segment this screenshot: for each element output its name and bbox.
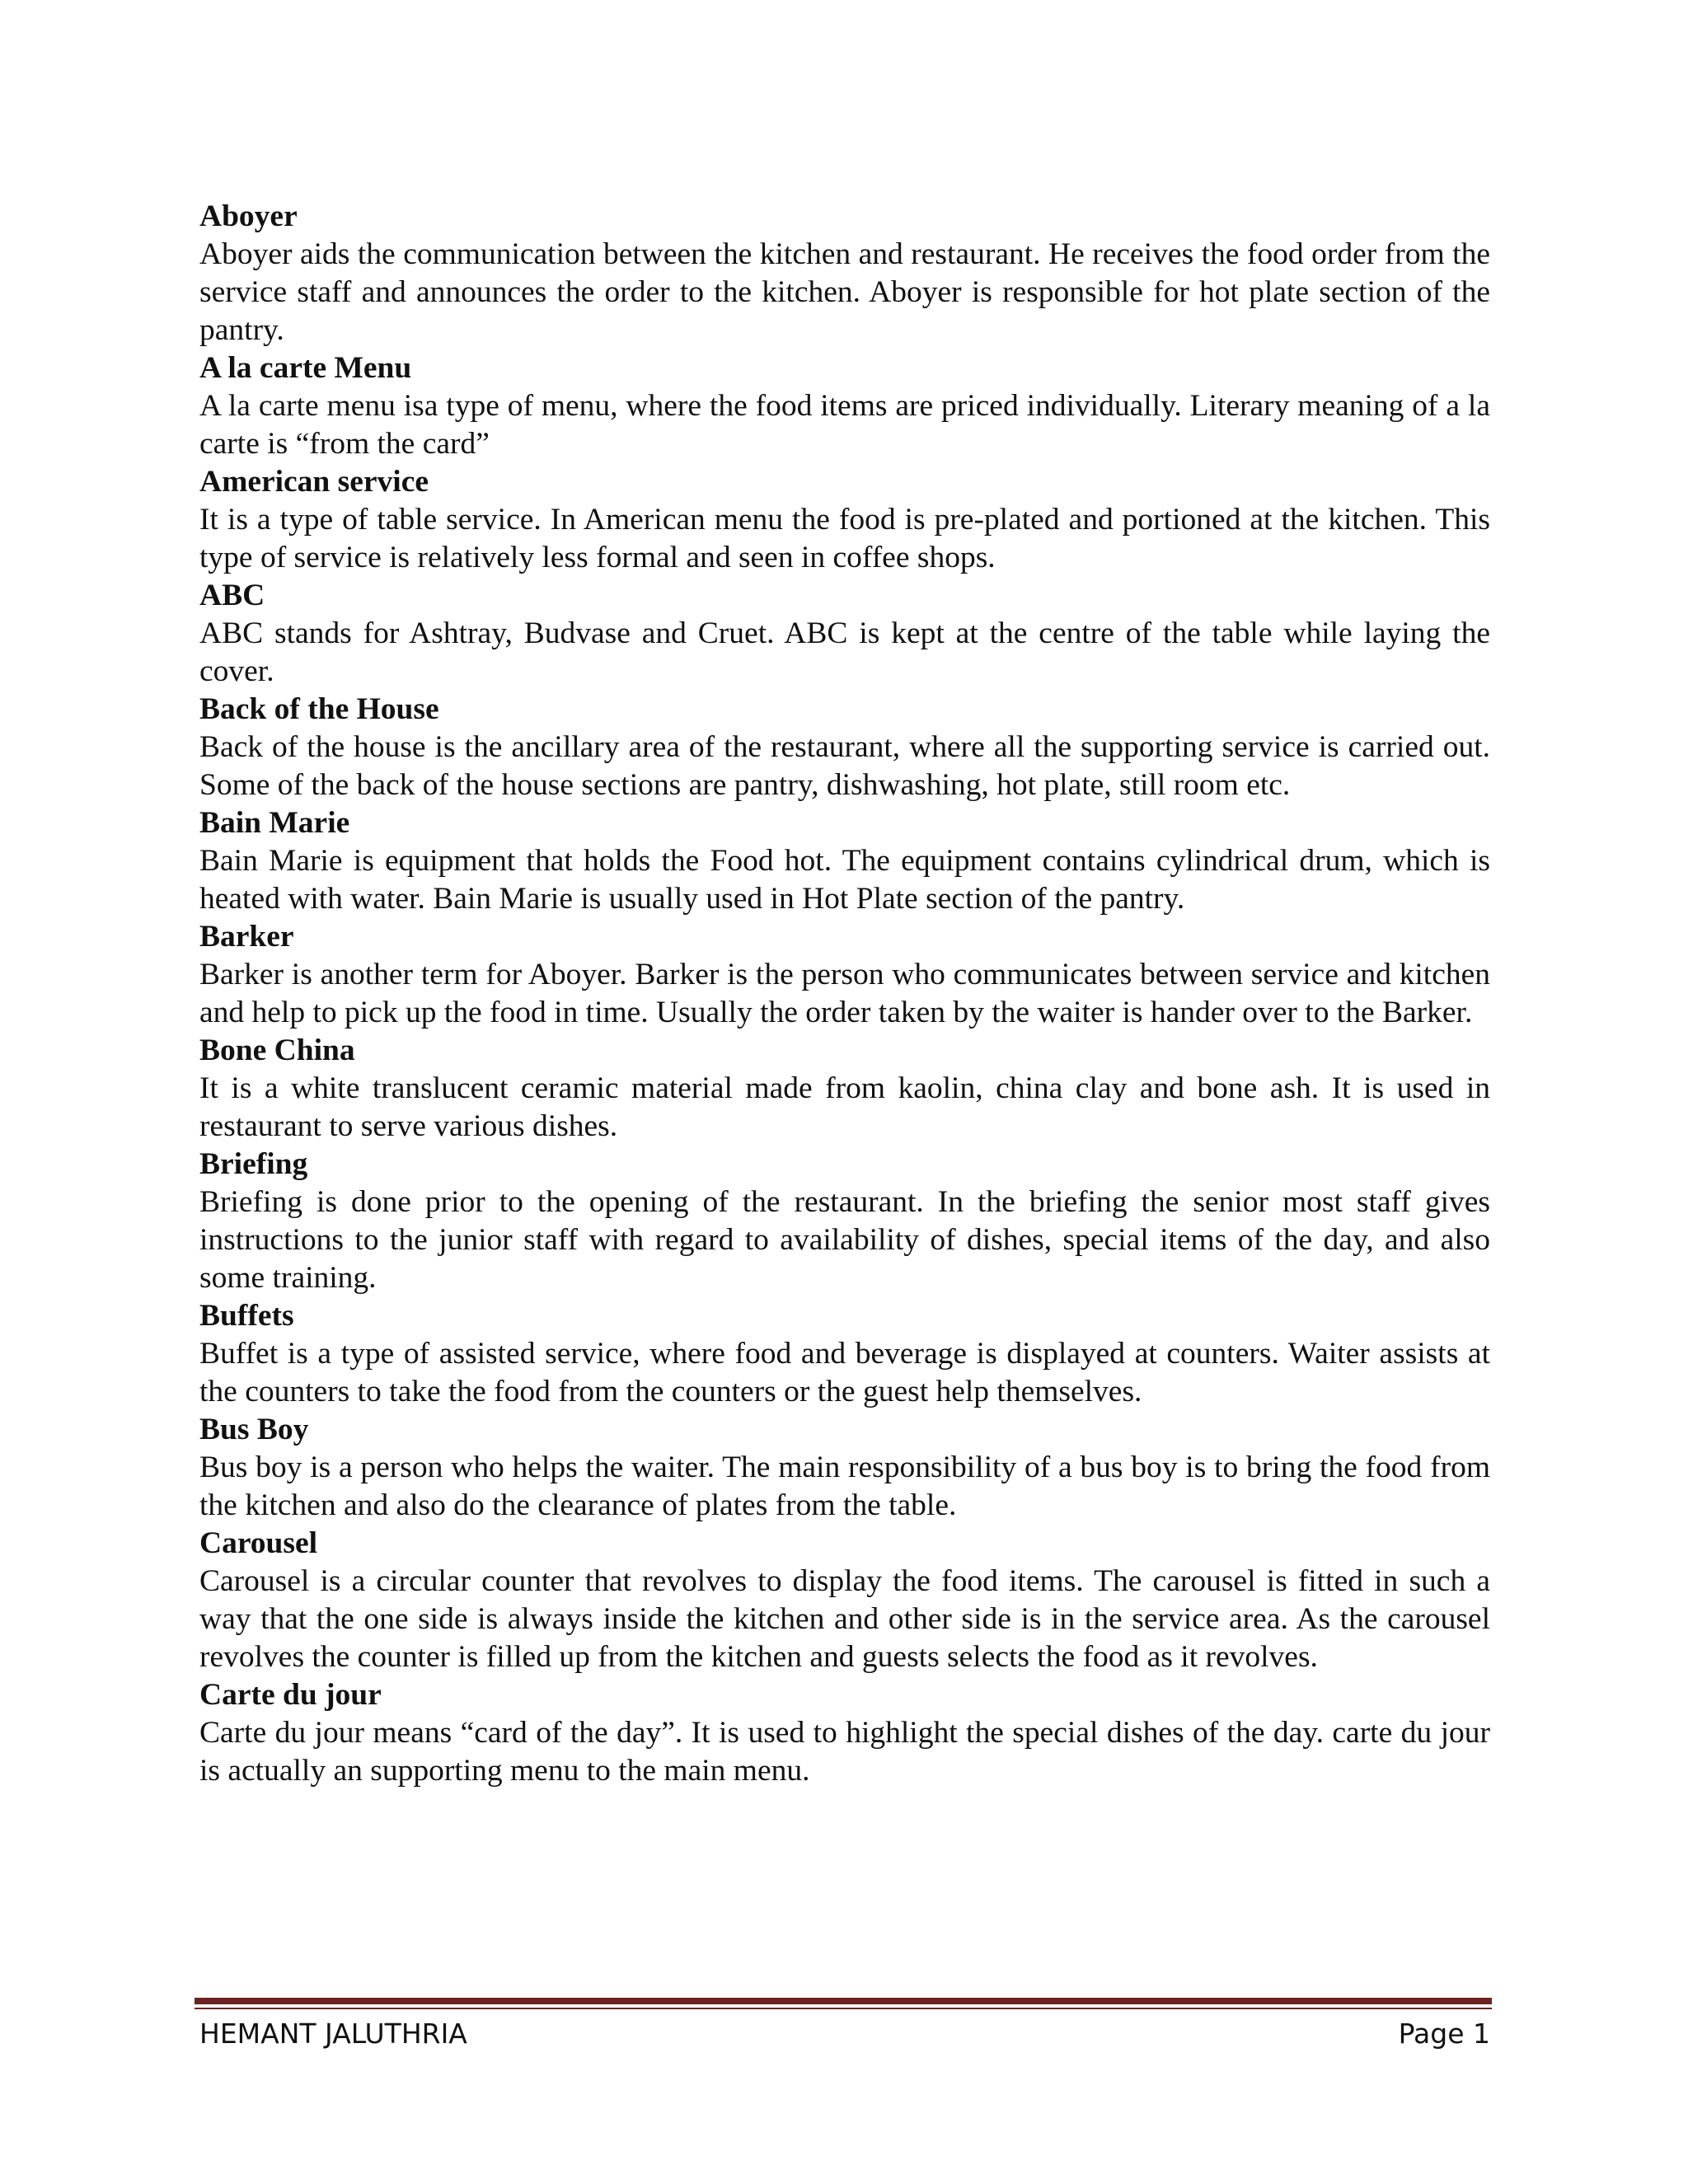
glossary-definition: A la carte menu isa type of menu, where the food items are priced individually. Literary meaning of a la carte is “from the card” xyxy=(199,389,1490,461)
footer-author: HEMANT JALUTHRIA xyxy=(199,2018,467,2050)
glossary-definition: It is a white translucent ceramic material made from kaolin, china clay and bone ash. It is used in restaurant to serve various dishes. xyxy=(199,1071,1490,1143)
glossary-term: A la carte Menu xyxy=(199,351,412,385)
glossary-entry xyxy=(199,1146,1490,1297)
glossary-term: Carte du jour xyxy=(199,1678,382,1712)
glossary-term: Aboyer xyxy=(199,199,298,233)
glossary-entry xyxy=(199,918,1490,1032)
glossary-definition: It is a type of table service. In American menu the food is pre-plated and portioned at the kitchen. This type of service is relatively less formal and seen in coffee shops. xyxy=(199,503,1490,574)
footer-divider-thin xyxy=(195,2008,1492,2009)
glossary-term: Back of the House xyxy=(199,692,439,726)
glossary-term: Carousel xyxy=(199,1526,318,1560)
glossary-entry xyxy=(199,349,1490,463)
glossary-term: Barker xyxy=(199,920,294,954)
glossary-term: Bone China xyxy=(199,1033,355,1067)
glossary-definition: Bus boy is a person who helps the waiter. The main responsibility of a bus boy is to bring the food from the kitchen and also do the clearance of plates from the table. xyxy=(199,1451,1490,1522)
glossary-term: Bain Marie xyxy=(199,806,350,840)
glossary-entry xyxy=(199,1676,1490,1790)
page-number: Page 1 xyxy=(1398,2018,1490,2050)
glossary-term: Bus Boy xyxy=(199,1413,309,1446)
glossary-entry xyxy=(199,804,1490,918)
glossary-term: American service xyxy=(199,465,429,499)
glossary-term: ABC xyxy=(199,579,265,612)
glossary-term: Buffets xyxy=(199,1299,294,1333)
glossary-entry xyxy=(199,1297,1490,1411)
glossary-term: Briefing xyxy=(199,1147,308,1181)
glossary-definition: Buffet is a type of assisted service, where food and beverage is displayed at counters. Waiter assists at the counters to take the food from the counters or the guest help themselves. xyxy=(199,1337,1490,1408)
glossary-entry xyxy=(199,577,1490,691)
glossary-entry xyxy=(199,691,1490,804)
glossary-definition: Bain Marie is equipment that holds the Food hot. The equipment contains cylindrical drum, which is heated with water. Bain Marie is usually used in Hot Plate section of the pantry. xyxy=(199,844,1490,916)
glossary-definition: Carousel is a circular counter that revolves to display the food items. The carousel is fitted in such a way that the one side is always inside the kitchen and other side is in the service area. As the carousel revolves the counter is filled up from the kitchen and guests selects the food as it revolves. xyxy=(199,1564,1490,1674)
glossary-definition: Aboyer aids the communication between the kitchen and restaurant. He receives the food order from the service staff and announces the order to the kitchen. Aboyer is responsible for hot plate section of the pantry. xyxy=(199,237,1490,347)
glossary-entry xyxy=(199,463,1490,577)
glossary-definition: Carte du jour means “card of the day”. It is used to highlight the special dishes of the day. carte du jour is actually an supporting menu to the main menu. xyxy=(199,1716,1490,1788)
glossary-entry xyxy=(199,1032,1490,1146)
glossary-definition: Barker is another term for Aboyer. Barker is the person who communicates between service and kitchen and help to pick up the food in time. Usually the order taken by the waiter is hander over to the Barker. xyxy=(199,958,1490,1029)
glossary-entry xyxy=(199,198,1490,349)
footer-divider xyxy=(195,1998,1492,2004)
glossary-entry xyxy=(199,1525,1490,1676)
glossary-body xyxy=(199,198,1490,1790)
glossary-entry xyxy=(199,1411,1490,1525)
glossary-definition: Back of the house is the ancillary area of the restaurant, where all the supporting service is carried out. Some of the back of the house sections are pantry, dishwashing, hot plate, still room etc. xyxy=(199,730,1490,802)
glossary-definition: Briefing is done prior to the opening of the restaurant. In the briefing the senior most staff gives instructions to the junior staff with regard to availability of dishes, special items of the day, and also some training. xyxy=(199,1185,1490,1295)
glossary-definition: ABC stands for Ashtray, Budvase and Cruet. ABC is kept at the centre of the table while laying the cover. xyxy=(199,616,1490,688)
